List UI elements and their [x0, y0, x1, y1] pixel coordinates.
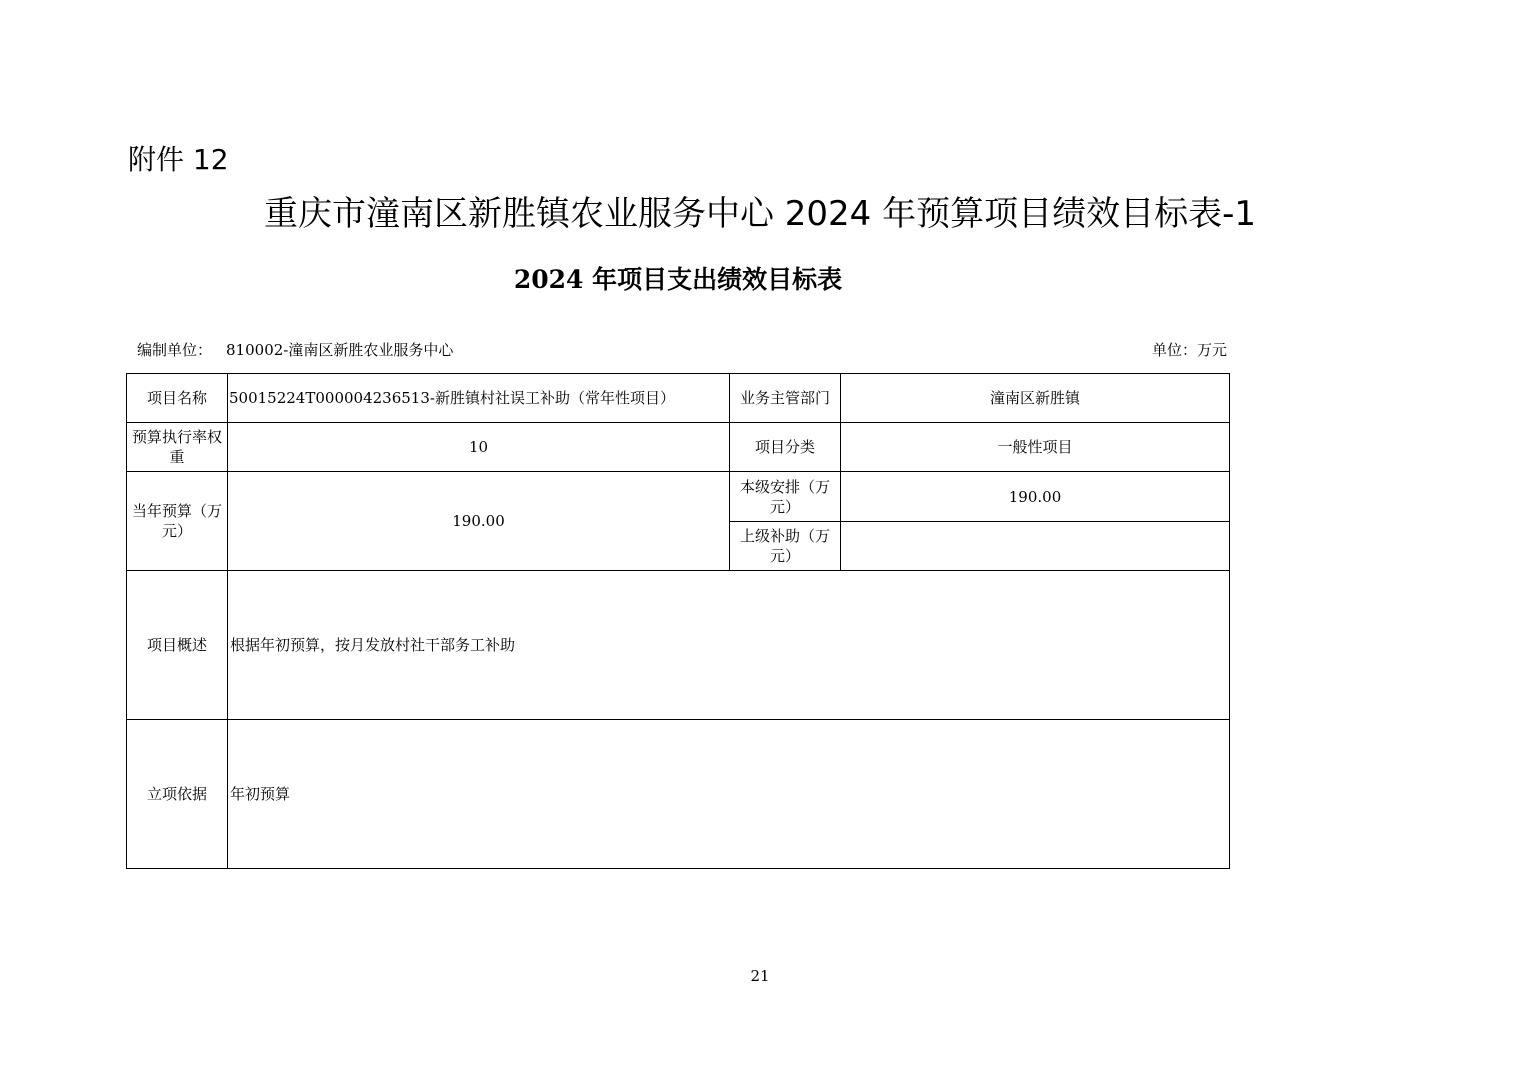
dept-value: 潼南区新胜镇	[841, 374, 1230, 423]
basis-value: 年初预算	[228, 720, 1230, 869]
compile-unit-value: 810002-潼南区新胜农业服务中心	[226, 341, 454, 359]
performance-target-table	[126, 373, 1230, 869]
table-row	[127, 374, 1230, 423]
currency-unit: 单位：万元	[1151, 341, 1227, 359]
exec-weight-value: 10	[228, 423, 730, 472]
compile-unit-label: 编制单位：	[137, 341, 213, 359]
category-label: 项目分类	[730, 423, 841, 472]
upper-label: 上级补助（万元）	[730, 522, 841, 571]
exec-weight-label: 预算执行率权重	[127, 423, 228, 472]
sub-title: 2024 年项目支出绩效目标表	[513, 265, 843, 294]
upper-value	[841, 522, 1230, 571]
budget-label: 当年预算（万元）	[127, 472, 228, 571]
table-row	[127, 571, 1230, 720]
table-row	[127, 720, 1230, 869]
dept-label: 业务主管部门	[730, 374, 841, 423]
table-row	[127, 423, 1230, 472]
overview-label: 项目概述	[127, 571, 228, 720]
attachment-label: 附件 12	[128, 143, 229, 176]
basis-label: 立项依据	[127, 720, 228, 869]
overview-value: 根据年初预算，按月发放村社干部务工补助	[228, 571, 1230, 720]
project-name-label: 项目名称	[127, 374, 228, 423]
local-value: 190.00	[841, 472, 1230, 522]
table-row	[127, 472, 1230, 522]
local-label: 本级安排（万元）	[730, 472, 841, 522]
main-title: 重庆市潼南区新胜镇农业服务中心 2024 年预算项目绩效目标表-1	[263, 194, 1257, 234]
project-name-value: 50015224T000004236513-新胜镇村社误工补助（常年性项目）	[228, 374, 730, 423]
compile-unit	[137, 340, 453, 360]
page-number: 21	[750, 967, 770, 985]
category-value: 一般性项目	[841, 423, 1230, 472]
budget-value: 190.00	[228, 472, 730, 571]
